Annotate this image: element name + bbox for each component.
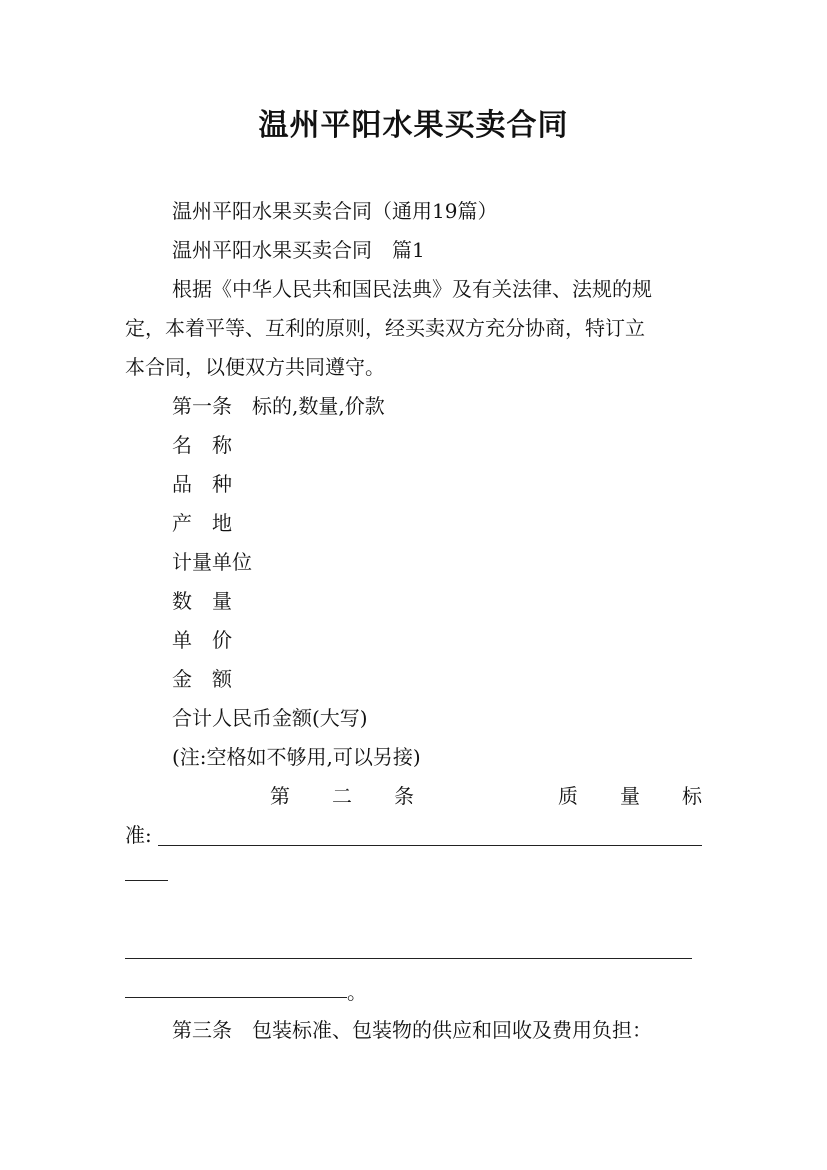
intro-paragraph-line-3: 本合同，以便双方共同遵守。 (125, 355, 385, 379)
field-amount: 金 额 (172, 667, 232, 691)
article-2-char: 质 (558, 784, 578, 808)
field-variety: 品 种 (172, 472, 232, 496)
intro-paragraph-line-2: 定，本着平等、互利的原则，经买卖双方充分协商，特订立 (125, 316, 645, 340)
article-2-char: 二 (332, 784, 352, 808)
field-total-rmb: 合计人民币金额(大写) (172, 706, 368, 730)
fill-in-line (125, 997, 347, 998)
intro-paragraph-line-1: 根据《中华人民共和国民法典》及有关法律、法规的规 (172, 277, 652, 301)
article-2-tail: 准: (125, 823, 152, 847)
note: (注:空格如不够用,可以另接) (172, 745, 421, 769)
field-origin: 产 地 (172, 511, 232, 535)
document-title: 温州平阳水果买卖合同 (258, 108, 569, 143)
field-unit-price: 单 价 (172, 628, 232, 652)
article-1-heading: 第一条 标的,数量,价款 (172, 394, 385, 418)
fill-in-line (125, 880, 168, 881)
spacer (456, 782, 516, 810)
field-quantity: 数 量 (172, 589, 232, 613)
period: 。 (347, 980, 367, 1004)
fill-in-line (158, 845, 702, 846)
article-2-heading (270, 782, 702, 810)
article-2-char: 量 (620, 784, 640, 808)
field-unit: 计量单位 (172, 550, 252, 574)
article-2-char: 条 (394, 784, 414, 808)
article-2-char: 第 (270, 784, 290, 808)
article-3-heading: 第三条 包装标准、包装物的供应和回收及费用负担： (172, 1018, 652, 1042)
document-subtitle: 温州平阳水果买卖合同（通用19篇） (172, 199, 498, 223)
article-2-char: 标 (682, 784, 702, 808)
field-name: 名 称 (172, 433, 232, 457)
section-heading: 温州平阳水果买卖合同 篇1 (172, 238, 425, 262)
fill-in-line (125, 958, 692, 959)
